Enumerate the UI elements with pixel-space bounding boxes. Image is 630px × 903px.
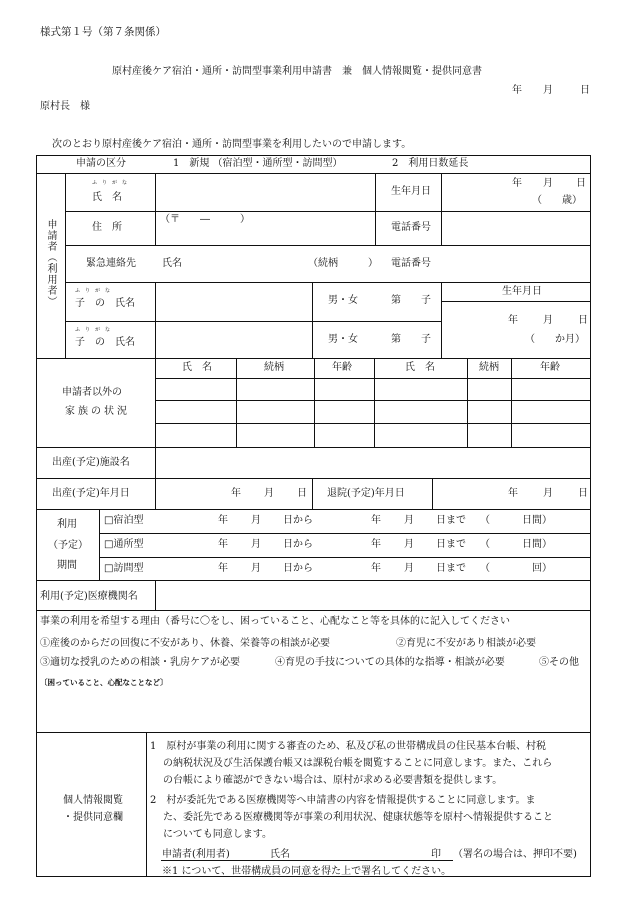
family-header-age-2: 年齢	[540, 362, 560, 373]
family-header-name-2: 氏 名	[405, 362, 435, 373]
application-type-label: 申請の区分	[76, 158, 126, 169]
child-name-label-2: 子 の 氏名	[75, 337, 135, 348]
period-visit-from-month: 月	[251, 563, 261, 574]
family-header-age-1: 年齢	[332, 362, 352, 373]
applicant-name-label: 氏 名	[92, 192, 122, 203]
family-header-relation-1: 続柄	[264, 362, 284, 373]
reason-heading: 事業の利用を希望する理由（番号に〇をし、困っていること、心配なこと等を具体的に記入してください	[40, 616, 510, 627]
period-type-day[interactable]: □通所型	[104, 539, 144, 550]
birth-date-label: 生年月日	[391, 186, 431, 197]
applicant-age: （ 歳）	[532, 195, 582, 206]
emergency-relation[interactable]: （続柄 ）	[308, 258, 378, 269]
consent-note: ※1 について、世帯構成員の同意を得た上で署名してください。	[162, 866, 452, 877]
child-birth-label: 生年月日	[502, 286, 542, 297]
period-visit-from-year: 年	[218, 563, 228, 574]
period-type-visit[interactable]: □訪問型	[104, 563, 144, 574]
consent-para1-line1: 1 原村が事業の利用に関する審査のため、私及び私の世帯構成員の住民基本台帳、村税	[150, 741, 546, 752]
name-ruby: ふ り が な	[92, 180, 128, 186]
child-order-1: 第 子	[391, 295, 431, 306]
birth-due-year: 年	[231, 488, 241, 499]
signature-seal: 印	[431, 849, 441, 860]
period-stay-from-year: 年	[218, 515, 228, 526]
family-label-1: 申請者以外の	[62, 387, 122, 398]
family-label-2: 家族の状況	[65, 406, 130, 417]
period-stay-from-month: 月	[251, 515, 261, 526]
period-stay-to: 日まで	[436, 515, 466, 526]
emergency-phone[interactable]: 電話番号	[391, 258, 431, 269]
period-label-3: 期間	[57, 560, 77, 571]
consent-label-2: ・提供同意欄	[63, 812, 123, 823]
period-visit-to: 日まで	[436, 563, 466, 574]
period-visit-from: 日から	[283, 563, 313, 574]
consent-label-1: 個人情報閲覧	[63, 795, 123, 806]
addressee: 原村長 様	[40, 101, 90, 112]
child-sex-2[interactable]: 男・女	[328, 334, 358, 345]
emergency-contact-label: 緊急連絡先	[86, 258, 136, 269]
child-ruby-1: ふ り が な	[75, 288, 111, 294]
reason-subheading: 〔困っていること、心配なことなど〕	[40, 678, 168, 687]
period-label-2: （予定）	[48, 540, 88, 551]
birth-month: 月	[543, 178, 553, 189]
family-header-relation-2: 続柄	[479, 362, 499, 373]
period-visit-open: （	[480, 563, 490, 574]
consent-para1-line2: の納税状況及び生活保護台帳又は課税台帳を閲覧することに同意します。また、これら	[163, 758, 553, 769]
intro-text: 次のとおり原村産後ケア宿泊・通所・訪問型事業を利用したいので申請します。	[52, 139, 412, 150]
child-name-label-1: 子 の 氏名	[75, 298, 135, 309]
child-birth-year: 年	[508, 315, 518, 326]
birth-year: 年	[512, 178, 522, 189]
period-visit-unit: 回）	[532, 563, 552, 574]
period-day-to-month: 月	[404, 539, 414, 550]
reason-item-1[interactable]: ①産後のからだの回復に不安があり、休養、栄養等の相談が必要	[40, 638, 330, 649]
period-day-from-year: 年	[218, 539, 228, 550]
reason-item-5[interactable]: ⑤その他	[539, 657, 579, 668]
consent-para2-line2: た、委託先である医療機関等が事業の利用状況、健康状態等を原村へ情報提供すること	[163, 812, 553, 823]
period-type-stay[interactable]: □宿泊型	[104, 515, 144, 526]
period-stay-unit: 日間）	[522, 515, 552, 526]
reason-item-2[interactable]: ②育児に不安があり相談が必要	[396, 638, 536, 649]
applicant-side-label: 申請者（利用者）	[45, 219, 56, 307]
period-stay-open: （	[480, 515, 490, 526]
medical-institution-label: 利用(予定)医療機関名	[40, 591, 138, 602]
period-stay-to-month: 月	[404, 515, 414, 526]
birth-day: 日	[576, 178, 586, 189]
date-month: 月	[543, 85, 553, 96]
child-sex-1[interactable]: 男・女	[328, 295, 358, 306]
period-visit-to-month: 月	[404, 563, 414, 574]
date-day: 日	[580, 85, 590, 96]
page-title: 原村産後ケア宿泊・通所・訪問型事業利用申請書 兼 個人情報閲覧・提供同意書	[112, 66, 482, 77]
period-stay-from: 日から	[283, 515, 313, 526]
discharge-month: 月	[543, 488, 553, 499]
period-day-to: 日まで	[436, 539, 466, 550]
birth-due-day: 日	[297, 488, 307, 499]
consent-para2-line1: 2 村が委託先である医療機関等へ申請書の内容を情報提供することに同意します。ま	[150, 795, 536, 806]
period-day-to-year: 年	[371, 539, 381, 550]
facility-label: 出産(予定)施設名	[52, 457, 130, 468]
period-day-from: 日から	[283, 539, 313, 550]
family-header-name-1: 氏 名	[182, 362, 212, 373]
reason-item-3[interactable]: ③適切な授乳のための相談・乳房ケアが必要	[40, 657, 240, 668]
reason-item-4[interactable]: ④育児の手技についての具体的な指導・相談が必要	[275, 657, 505, 668]
discharge-date-label: 退院(予定)年月日	[327, 488, 405, 499]
application-type-new[interactable]: 1 新規 （宿泊型・通所型・訪問型）	[173, 158, 343, 169]
birth-due-month: 月	[264, 488, 274, 499]
period-label-1: 利用	[57, 519, 77, 530]
consent-para1-line3: の台帳により確認ができない場合は、原村が求める必要書類を提供します。	[163, 775, 503, 786]
period-day-from-month: 月	[251, 539, 261, 550]
discharge-year: 年	[508, 488, 518, 499]
signature-name-label: 氏名	[270, 849, 290, 860]
child-ruby-2: ふ り が な	[75, 327, 111, 333]
signature-applicant-label: 申請者(利用者)	[162, 849, 230, 860]
period-day-unit: 日間）	[522, 539, 552, 550]
period-day-open: （	[480, 539, 490, 550]
birth-due-date-label: 出産(予定)年月日	[52, 488, 130, 499]
child-order-2: 第 子	[391, 334, 431, 345]
phone-label: 電話番号	[391, 222, 431, 233]
period-stay-to-year: 年	[371, 515, 381, 526]
form-number: 様式第１号（第７条関係）	[40, 26, 166, 38]
child-birth-month: 月	[543, 315, 553, 326]
postal-code[interactable]: （〒 ― ）	[160, 214, 250, 225]
date-year: 年	[512, 85, 522, 96]
period-visit-to-year: 年	[371, 563, 381, 574]
child-birth-day: 日	[578, 315, 588, 326]
child-age: （ か月）	[525, 334, 585, 345]
application-type-extend[interactable]: 2 利用日数延長	[392, 158, 469, 169]
emergency-name[interactable]: 氏名	[162, 258, 182, 269]
discharge-day: 日	[578, 488, 588, 499]
consent-para2-line3: についても同意します。	[163, 829, 272, 840]
address-label: 住 所	[92, 222, 122, 233]
signature-note: （署名の場合は、押印不要)	[453, 849, 577, 860]
